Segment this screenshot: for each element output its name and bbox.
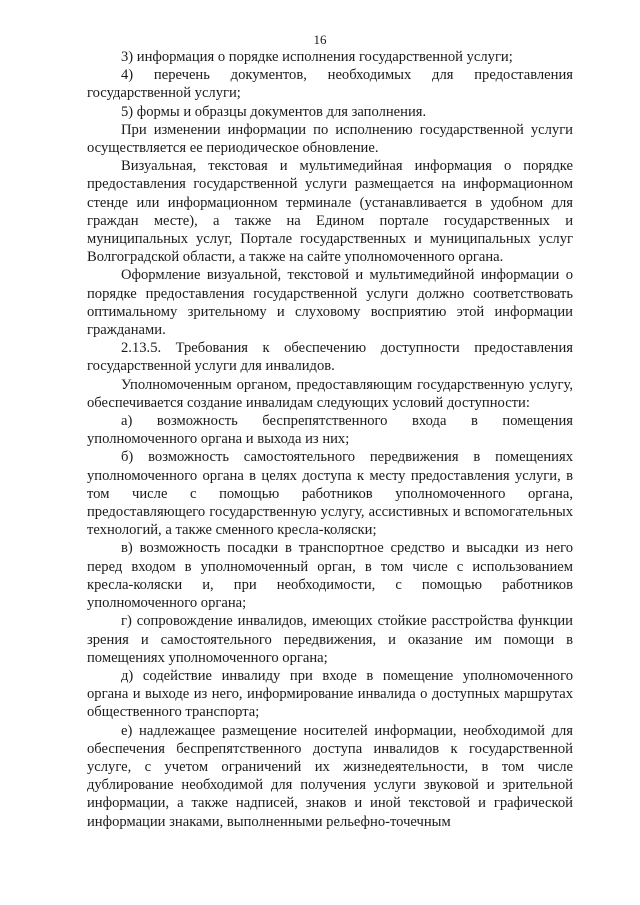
paragraph: д) содействие инвалиду при входе в помещение уполномоченного органа и выходе из него, информирование инвалида о доступных маршрутах общественного транспорта; — [87, 667, 573, 721]
paragraph: При изменении информации по исполнению государственной услуги осуществляется ее периодическое обновление. — [87, 121, 573, 157]
paragraph: в) возможность посадки в транспортное средство и высадки из него перед входом в уполномоченный орган, в том числе с использованием кресла-коляски и, при необходимости, с помощью работников уполномоченного органа; — [87, 540, 573, 612]
page-number: 16 — [313, 32, 327, 47]
paragraph: 4) перечень документов, необходимых для предоставления государственной услуги; — [87, 67, 573, 102]
paragraph: е) надлежащее размещение носителей информации, необходимой для обеспечения беспрепятственного доступа инвалидов к государственной услуге, с учетом ограничений их жизнедеятельности, в том числе дублирование необходимой для получения услуги звуковой и зрительной информации, а также надписей, знаков и иной текстовой и графической информации знаками, выполненными рельефно-точечным — [87, 722, 573, 830]
paragraph: а) возможность беспрепятственного входа в помещения уполномоченного органа и выхода из них; — [87, 413, 573, 448]
paragraph: Уполномоченным органом, предоставляющим государственную услугу, обеспечивается создание инвалидам следующих условий доступности: — [87, 376, 573, 411]
paragraph: 3) информация о порядке исполнения государственной услуги; — [121, 49, 513, 65]
paragraph: 2.13.5. Требования к обеспечению доступности предоставления государственной услуги для инвалидов. — [87, 340, 573, 375]
paragraph: б) возможность самостоятельного передвижения в помещениях уполномоченного органа в целях доступа к месту предоставления услуги, в том числе с помощью работников уполномоченного органа, предоставляющего государственную услугу, ассистивных и вспомогательных технологий, а также сменного кресла-коляски; — [87, 449, 573, 539]
document-body — [87, 48, 573, 831]
paragraph: Оформление визуальной, текстовой и мультимедийной информации о порядке предоставления государственной услуги должно соответствовать оптимальному зрительному и слуховому восприятию этой информации гражданами. — [87, 267, 573, 339]
paragraph: г) сопровождение инвалидов, имеющих стойкие расстройства функции зрения и самостоятельного передвижения, и оказание им помощи в помещениях уполномоченного органа; — [87, 613, 573, 666]
paragraph: Визуальная, текстовая и мультимедийная информация о порядке предоставления государственной услуги размещается на информационном стенде или информационном терминале (устанавливается в удобном для граждан месте), а также на Едином портале государственных и муниципальных услуг, Портале государственных и муниципальных услуг Волгоградской области, а также на сайте уполномоченного органа. — [87, 158, 573, 266]
paragraph: 5) формы и образцы документов для заполнения. — [121, 103, 427, 120]
